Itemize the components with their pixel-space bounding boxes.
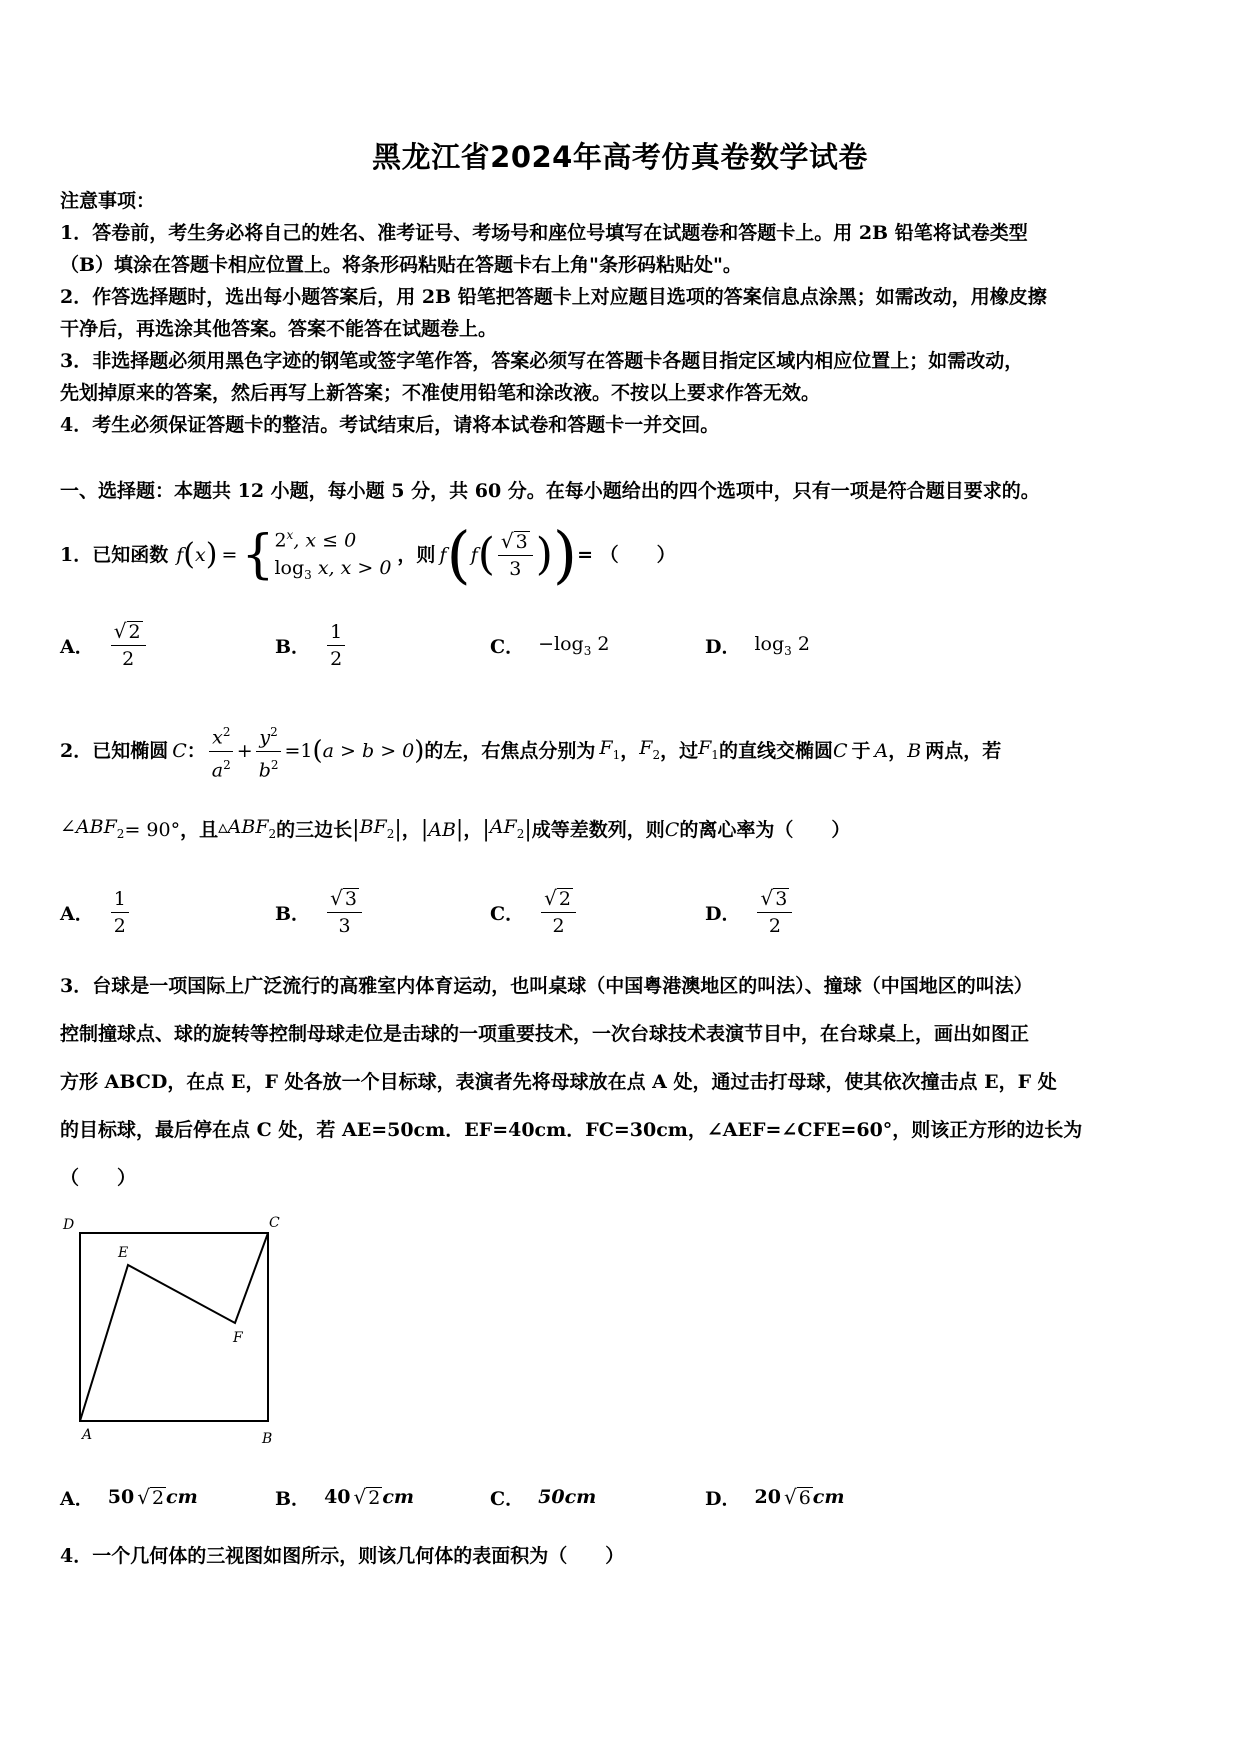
q2-option-d[interactable]: D． √ 3 2	[705, 883, 795, 941]
question-3-line-1: 3．台球是一项国际上广泛流行的高雅室内体育运动，也叫桌球（中国粤港澳地区的叫法）、撞球（中国地区的叫法）	[60, 975, 1033, 997]
question-4: 4．一个几何体的三视图如图所示，则该几何体的表面积为（ ）	[60, 1545, 625, 1567]
q1-option-b[interactable]: B． $\frac{1}{2}$	[275, 615, 348, 675]
q1-option-d[interactable]: D． $\log_3 2$	[705, 632, 810, 658]
page-title: 黑龙江省2024年高考仿真卷数学试卷	[372, 140, 868, 174]
question-3-line-2: 控制撞球点、球的旋转等控制母球走位是击球的一项重要技术，一次台球技术表演节目中，在台球桌上，画出如图正	[60, 1023, 1030, 1045]
notice-line-3: 2．作答选择题时，选出每小题答案后，用 2B 铅笔把答题卡上对应题目选项的答案信息点涂黑；如需改动，用橡皮擦	[60, 286, 1047, 308]
notice-line-4: 干净后，再选涂其他答案。答案不能答在试题卷上。	[60, 318, 498, 340]
q1-option-c[interactable]: C． $-\log_3$ 2	[490, 632, 610, 658]
question-1: 1．已知函数 f ( x ) = { 2$^x$, x ≤ 0 $\log_3 x$, x > 0 ，则 f ( f ( √ 3 3 ) ) = （ ）	[60, 518, 676, 591]
piecewise-definition: 2$^x$, x ≤ 0 $\log_3 x$, x > 0	[274, 527, 392, 583]
q3-option-d[interactable]: D． 20 √ 6 cm	[705, 1484, 845, 1510]
question-3-line-3: 方形 ABCD，在点 E，F 处各放一个目标球，表演者先将母球放在点 A 处，通过击打母球，使其依次撞击点 E，F 处	[60, 1071, 1057, 1093]
question-2-line-1: 2．已知椭圆 C ： $\frac{x^2}{a^2}$ + $\frac{y^2}{b^2}$ =1 ( a > b > 0 ) 的左，右焦点分别为 $F_1$ ， $F_2$ ，过 $F_1$ 的直线交椭圆 C 于 A ， B 两点，若	[60, 720, 1001, 782]
label-A: A	[82, 1427, 93, 1443]
square-figure	[55, 1215, 295, 1455]
q2-option-b[interactable]: B． √ 3 3	[275, 883, 365, 941]
label-C: C	[269, 1215, 280, 1231]
question-2-line-2: $\angle ABF_2$ = 90° ，且 $▵ABF_2$ 的三边长 | $BF_2$ | ， | AB | ， | $AF_2$ | 成等差数列，则 C 的离心率为（ ）	[60, 815, 851, 842]
notice-line-6: 先划掉原来的答案，然后再写上新答案；不准使用铅笔和涂改液。不按以上要求作答无效。	[60, 382, 821, 404]
q2-option-a[interactable]: A． $\frac{1}{2}$	[60, 883, 132, 941]
q2-option-c[interactable]: C． √ 2 2	[490, 883, 579, 941]
notice-line-1: 1．答卷前，考生务必将自己的姓名、准考证号、考场号和座位号填写在试题卷和答题卡上。用 2B 铅笔将试卷类型	[60, 222, 1028, 244]
section-heading: 一、选择题：本题共 12 小题，每小题 5 分，共 60 分。在每小题给出的四个选项中，只有一项是符合题目要求的。	[60, 480, 1040, 502]
question-3-line-5: （ ）	[60, 1167, 137, 1189]
notice-line-5: 3．非选择题必须用黑色字迹的钢笔或签字笔作答，答案必须写在答题卡各题目指定区域内相应位置上；如需改动，	[60, 350, 1024, 372]
question-3-line-4: 的目标球，最后停在点 C 处，若 AE=50cm．EF=40cm．FC=30cm，∠AEF=∠CFE=60°，则该正方形的边长为	[60, 1119, 1083, 1141]
notice-line-7: 4．考生必须保证答题卡的整洁。考试结束后，请将本试卷和答题卡一并交回。	[60, 414, 720, 436]
sqrt3-over-3: √ 3 3	[498, 531, 533, 580]
label-B: B	[262, 1431, 273, 1447]
label-E: E	[118, 1245, 129, 1261]
label-F: F	[233, 1330, 243, 1346]
notice-line-2: （B）填涂在答题卡相应位置上。将条形码粘贴在答题卡右上角"条形码粘贴处"。	[60, 254, 742, 276]
q3-option-b[interactable]: B． 40 √ 2 cm	[275, 1484, 415, 1510]
ball-path	[80, 1233, 268, 1421]
q1-option-a[interactable]: A． √ 2 2	[60, 615, 149, 675]
q3-option-a[interactable]: A． 50 √ 2 cm	[60, 1484, 198, 1510]
label-D: D	[63, 1217, 75, 1233]
q3-option-c[interactable]: C． 50cm	[490, 1486, 597, 1510]
notice-heading: 注意事项：	[60, 190, 156, 212]
